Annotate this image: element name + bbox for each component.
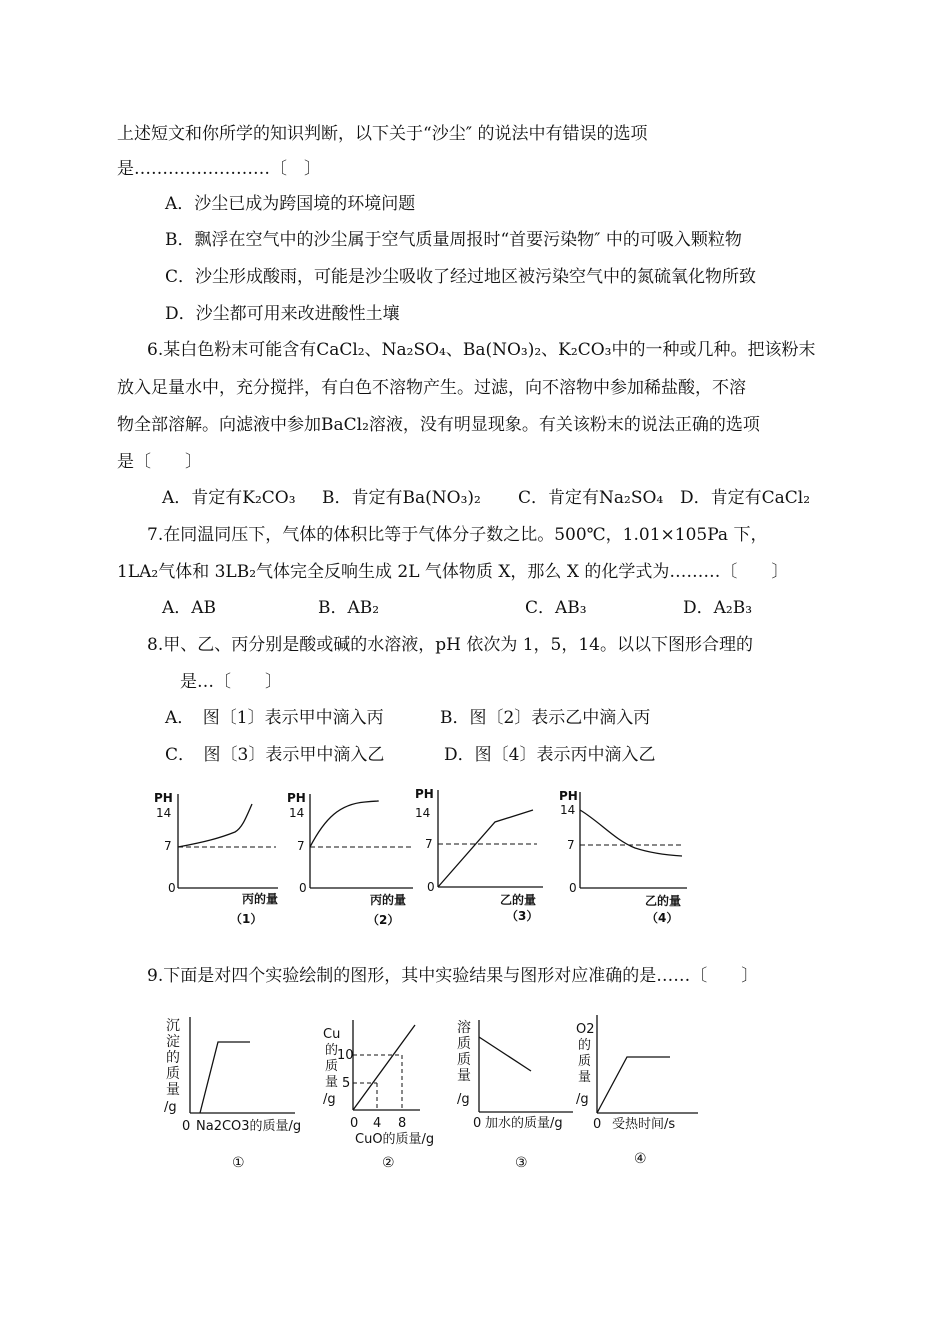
q9-g1-xlabel: Na2CO3的质量/g [196,1119,302,1134]
q9-graph-1 [160,1015,320,1175]
q9-g3-caption: ③ [515,1155,528,1171]
q9-g1-caption: ① [232,1155,245,1171]
q9-g3-line [479,1037,531,1071]
q6-option-d: D．肯定有CaCl₂ [680,488,811,508]
q8-option-b: B．图〔2〕表示乙中滴入丙 [440,708,651,728]
q9-stem: 9.下面是对四个实验绘制的图形，其中实验结果与图形对应准确的是……〔 〕 [147,966,759,986]
q9-g2-ylabel-2: 质 [325,1059,339,1074]
q5-stem-line1: 上述短文和你所学的知识判断，以下关于“沙尘″ 的说法中有错误的选项 [117,124,648,144]
q8-g2-caption: （2） [367,913,400,927]
q7-option-c: C．AB₃ [525,598,587,618]
q9-g4-xlabel: 受热时间/s [612,1117,676,1132]
q5-option-a: A．沙尘已成为跨国境的环境问题 [165,194,416,214]
q9-g3-ylabel-2: 质 [457,1052,471,1068]
q9-g4-ylabel-1: 的 [578,1038,592,1053]
q7-option-d: D．A₂B₃ [683,598,753,618]
q9-graph-2 [320,1015,455,1175]
q8-graph-4 [555,780,715,930]
q9-g2-line [353,1025,415,1110]
q9-g4-ylabel-3: 量 [578,1070,592,1085]
q9-g2-xtick8: 8 [398,1116,407,1131]
q9-g4-ylabel-4: /g [576,1092,589,1107]
q8-g1-tick7: 7 [164,839,172,853]
q8-g1-caption: （1） [230,912,263,926]
q9-g1-ylabel-2: 的 [166,1050,180,1066]
q9-g1-ylabel-0: 沉 [166,1018,180,1034]
q9-g4-ylabel-0: O2 [576,1022,595,1037]
q9-g2-origin: 0 [350,1116,359,1131]
q9-g1-line [200,1042,250,1113]
q5-option-d: D．沙尘都可用来改进酸性土壤 [165,304,400,324]
q8-g3-tick7: 7 [425,837,433,851]
q6-line4: 是〔 〕 [117,452,202,472]
q8-line1: 8.甲、乙、丙分别是酸或碱的水溶液，pH 依次为 1，5，14。以以下图形合理的 [147,635,753,655]
q8-g4-origin: 0 [569,881,577,895]
q9-g1-ylabel-1: 淀 [166,1034,180,1050]
q7-line2: 1LA₂气体和 3LB₂气体完全反响生成 2L 气体物质 X，那么 X 的化学式为………〔 〕 [117,562,789,582]
q8-g2-origin: 0 [299,881,307,895]
q7-line1: 7.在同温同压下，气体的体积比等于气体分子数之比。500℃，1.01×105Pa 下， [147,525,768,545]
q6-line2: 放入足量水中，充分搅拌，有白色不溶物产生。过滤，向不溶物中参加稀盐酸，不溶 [117,378,746,398]
q8-g3-tick14: 14 [415,806,431,820]
q8-g2-tick7: 7 [297,839,305,853]
q8-g4-xlabel: 乙的量 [645,894,682,908]
q9-g2-ylabel-0: Cu [323,1027,341,1042]
q9-g1-ylabel-4: 量 [166,1082,180,1098]
q6-option-a: A．肯定有K₂CO₃ [162,488,296,508]
q9-g2-tick10: 10 [337,1048,354,1063]
q8-g1-origin: 0 [168,881,176,895]
q9-g2-tick5: 5 [342,1076,351,1091]
q7-option-b: B．AB₂ [318,598,380,618]
q9-g3-ylabel-4: /g [457,1092,470,1107]
q8-g4-caption: （4） [646,911,679,925]
q9-g1-ylabel-3: 质 [166,1066,180,1082]
q8-g3-ylabel: PH [415,787,434,801]
q9-g3-origin: 0 [473,1116,482,1131]
q5-stem-line2: 是……………………〔 〕 [117,159,321,179]
q9-g4-origin: 0 [593,1117,602,1132]
q9-g4-caption: ④ [634,1151,647,1167]
q8-g2-curve [310,801,378,847]
q8-g3-xlabel: 乙的量 [500,893,537,907]
q8-graph-3 [415,780,575,930]
q8-g4-tick7: 7 [567,838,575,852]
q9-g3-ylabel-1: 质 [457,1036,471,1052]
q9-g3-ylabel-3: 量 [457,1068,471,1084]
q9-g2-ylabel-4: /g [323,1092,336,1107]
q8-g2-tick14: 14 [289,806,305,820]
q9-g1-origin: 0 [182,1119,191,1134]
q9-g2-xtick4: 4 [373,1116,382,1131]
q8-g4-tick14: 14 [560,803,576,817]
q8-g1-tick14: 14 [156,806,172,820]
q9-g3-xlabel: 加水的质量/g [485,1116,563,1131]
q6-option-b: B．肯定有Ba(NO₃)₂ [322,488,481,508]
q9-g2-caption: ② [382,1155,395,1171]
q8-line2: 是…〔 〕 [180,672,282,692]
q8-option-d: D．图〔4〕表示丙中滴入乙 [444,745,656,765]
q9-g4-ylabel-2: 质 [578,1054,592,1069]
q8-g1-curve [178,804,252,847]
q8-g3-caption: （3） [506,909,539,923]
q8-g4-ylabel: PH [559,789,578,803]
q8-option-c: C． 图〔3〕表示甲中滴入乙 [165,745,385,765]
q6-line1: 6.某白色粉末可能含有CaCl₂、Na₂SO₄、Ba(NO₃)₂、K₂CO₃中的一种或几种。把该粉末 [147,340,816,360]
q8-g2-ylabel: PH [287,791,306,805]
q8-g3-line [438,810,533,887]
q8-g3-origin: 0 [427,880,435,894]
q9-g2-xlabel: CuO的质量/g [355,1132,435,1147]
q9-g2-ylabel-3: 量 [325,1075,339,1090]
q8-g1-ylabel: PH [154,791,173,805]
q8-option-a: A． 图〔1〕表示甲中滴入丙 [165,708,384,728]
q5-option-c: C．沙尘形成酸雨，可能是沙尘吸收了经过地区被污染空气中的氮硫氧化物所致 [165,267,757,287]
q6-line3: 物全部溶解。向滤液中参加BaCl₂溶液，没有明显现象。有关该粉末的说法正确的选项 [117,415,760,435]
q9-graph-4 [570,1015,715,1175]
q9-g3-ylabel-0: 溶 [457,1020,471,1036]
q9-g4-line [597,1057,670,1113]
q5-option-b: B．飘浮在空气中的沙尘属于空气质量周报时“首要污染物″ 中的可吸入颗粒物 [165,230,742,250]
q8-g4-curve [580,810,682,856]
q9-g1-ylabel-5: /g [164,1100,177,1115]
q8-g1-xlabel: 丙的量 [242,892,279,906]
q6-option-c: C．肯定有Na₂SO₄ [518,488,664,508]
q7-option-a: A．AB [162,598,217,618]
q9-g2-ylabel-1: 的 [325,1043,339,1058]
q8-g2-xlabel: 丙的量 [370,893,407,907]
